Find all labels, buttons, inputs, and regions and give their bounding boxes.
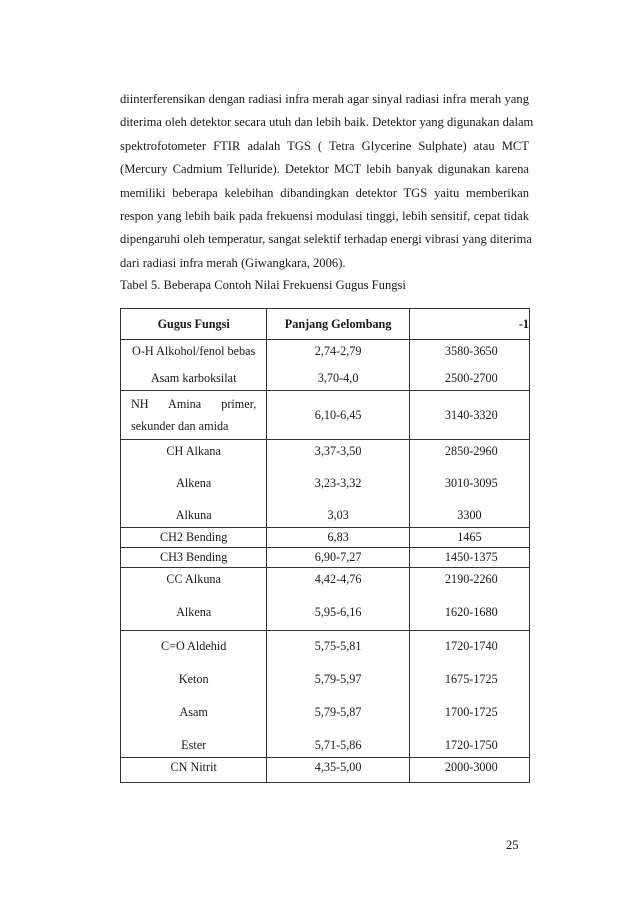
header-gugus-fungsi: Gugus Fungsi [121,309,267,340]
functional-group-table [120,308,530,783]
cell-frekuensi: 2850-2960 3010-3095 3300 [409,440,529,528]
cell-panjang: 4,42-4,76 5,95-6,16 [267,568,410,631]
cell-gugus: CH2 Bending [121,528,267,548]
paragraph-line: diinterferensikan dengan radiasi infra merah agar sinyal radiasi infra merah yang [120,92,529,106]
cell-frekuensi: 3140-3320 [409,391,529,440]
page-number: 25 [506,838,519,852]
cell-gugus: CC Alkuna Alkena [121,568,267,631]
cell-panjang: 4,35-5,00 [267,758,410,783]
header-panjang-gelombang: Panjang Gelombang [267,309,410,340]
cell-panjang: 3,37-3,50 3,23-3,32 3,03 [267,440,410,528]
table-row [121,391,530,440]
body-paragraph [120,88,534,275]
paragraph-line: spektrofotometer FTIR adalah TGS ( Tetra Glycerine Sulphate) atau MCT [120,138,529,153]
cell-frekuensi: 2000-3000 [409,758,529,783]
cell-frekuensi: 2190-2260 1620-1680 [409,568,529,631]
cell-panjang: 2,74-2,79 3,70-4,0 [267,340,410,391]
table-caption: Tabel 5. Beberapa Contoh Nilai Frekuensi Gugus Fungsi [120,278,406,292]
cell-frekuensi: 1450-1375 [409,548,529,568]
paragraph-line: (Mercury Cadmium Telluride). Detektor MCT lebih banyak digunakan karena [120,162,529,177]
table-row [121,758,530,783]
paragraph-line: diterima oleh detektor secara utuh dan lebih baik. Detektor yang digunakan dalam [120,115,534,130]
cell-frekuensi: 1465 [409,528,529,548]
table-row [121,340,530,391]
cell-gugus: NH Amina primer, sekunder dan amida [121,391,267,440]
cell-frekuensi: 1720-1740 1675-1725 1700-1725 1720-1750 [409,631,529,758]
cell-panjang: 6,90-7,27 [267,548,410,568]
cell-panjang: 5,75-5,81 5,79-5,97 5,79-5,87 5,71-5,86 [267,631,410,758]
cell-gugus: CN Nitrit [121,758,267,783]
table-row [121,528,530,548]
cell-gugus: C=O Aldehid Keton Asam Ester [121,631,267,758]
cell-gugus: CH Alkana Alkena Alkuna [121,440,267,528]
table-row [121,568,530,631]
table-row [121,548,530,568]
table-row [121,440,530,528]
cell-gugus: O-H Alkohol/fenol bebas Asam karboksilat [121,340,267,391]
paragraph-line: dari radiasi infra merah (Giwangkara, 2006). [120,255,346,270]
paragraph-line: memiliki beberapa kelebihan dibandingkan detektor TGS yaitu memberikan [120,185,529,200]
paragraph-line: dipengaruhi oleh temperatur, sangat selektif terhadap energi vibrasi yang diterima [120,232,532,247]
header-frekuensi: -1 [409,309,529,340]
cell-gugus: CH3 Bending [121,548,267,568]
table-row [121,631,530,758]
table-header-row [121,309,530,340]
cell-frekuensi: 3580-3650 2500-2700 [409,340,529,391]
paragraph-line: respon yang lebih baik pada frekuensi modulasi tinggi, lebih sensitif, cepat tidak [120,209,529,224]
cell-panjang: 6,10-6,45 [267,391,410,440]
cell-panjang: 6,83 [267,528,410,548]
